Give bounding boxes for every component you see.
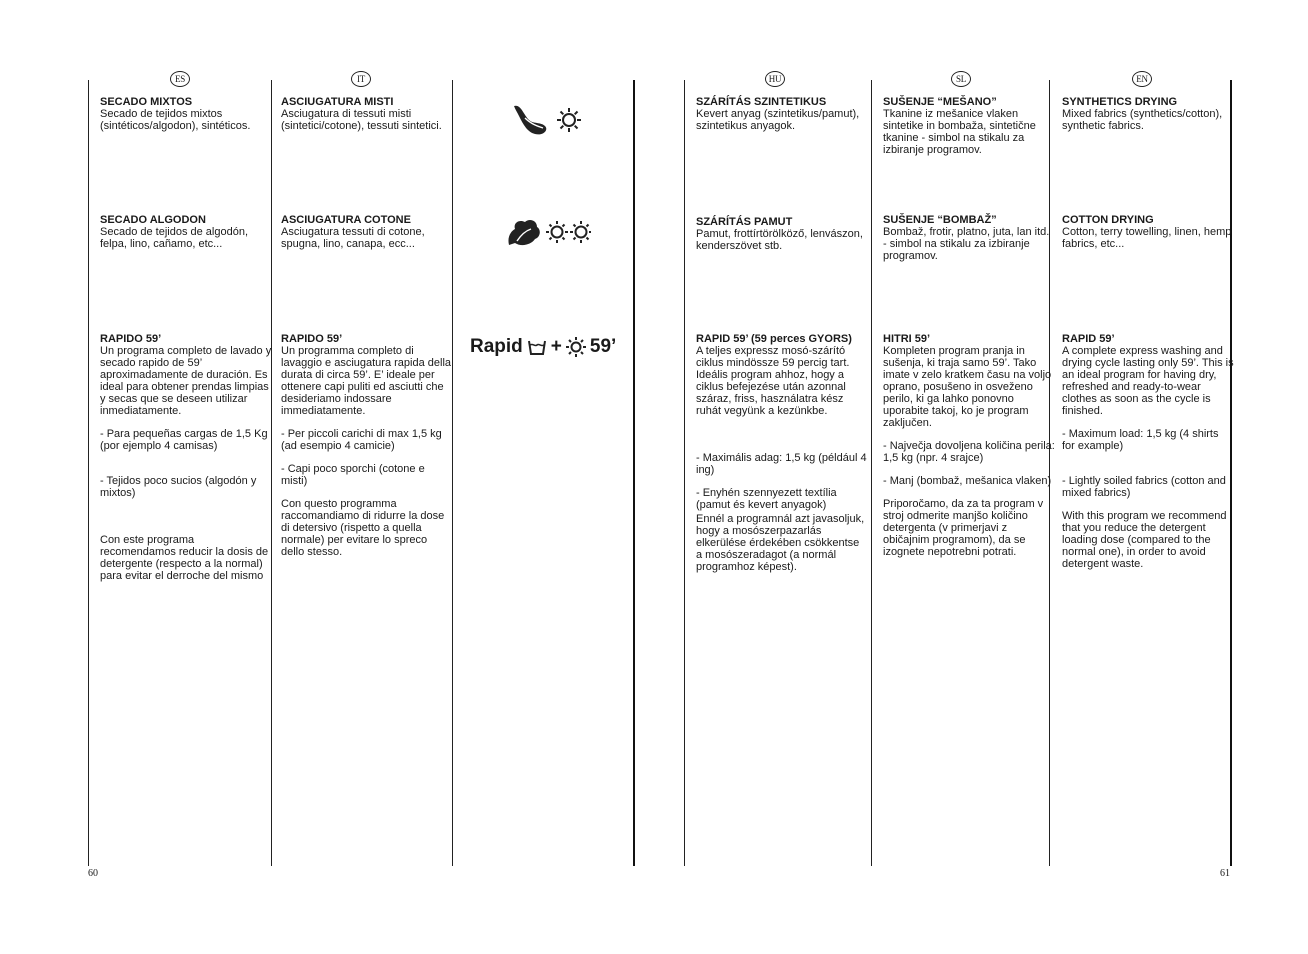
wash-tub-icon [527,338,547,356]
section-title: ASCIUGATURA MISTI [281,96,394,108]
section-rapid-59 [281,333,453,569]
section-title: SECADO MIXTOS [100,96,193,108]
section-text: - Maximum load: 1,5 kg (4 shirts for example) [1062,428,1219,452]
sun-dry-icon [566,337,586,357]
section-text: - Per piccoli carichi di max 1,5 kg (ad esempio 4 camicie) [281,428,442,452]
section-mixed-drying [1062,96,1234,143]
section-text: Tkanine iz mešanice vlaken sintetike in bombaža, sintetične tkanine - simbol na stikalu za izbiranje programov. [883,108,1036,156]
section-text: Mixed fabrics (synthetics/cotton), synthetic fabrics. [1062,108,1223,132]
section-mixed-drying [696,96,868,143]
column-rule [88,80,89,866]
section-cotton-drying [281,214,453,261]
section-text: Kevert anyag (szintetikus/pamut), szintetikus anyagok. [696,108,860,132]
section-text: - Tejidos poco sucios (algodón y mixtos) [100,475,257,499]
section-rapid-59 [100,333,272,593]
column-rule [871,80,872,866]
section-text: Un programma completo di lavaggio e asciugatura rapida della durata di circa 59’. E’ ideale per ottenere capi puliti ed asciutti che desideriamo indossare immediatamente. [281,345,452,417]
section-text: - Največja dovoljena količina perila: 1,5 kg (npr. 4 srajce) [883,440,1055,464]
section-text: With this program we recommend that you reduce the detergent loading dose (compared to the normal one), in order to avoid detergent waste. [1062,510,1227,570]
section-text: - Enyhén szennyezett textília (pamut és kevert anyagok) [696,487,837,511]
section-text: Con questo programma raccomandiamo di ridurre la dose di detersivo (rispetto a quella normale) per evitare lo spreco dello stesso. [281,498,445,558]
section-text: Ennél a programnál azt javasoljuk, hogy a mosószerpazarlás elkerülése érdekében csökkentse a mosószeradagot (a normál programhoz képest). [696,513,865,573]
section-text: Bombaž, frotir, platno, juta, lan itd. - simbol na stikalu za izbiranje programov. [883,226,1050,262]
section-text: Secado de tejidos mixtos (sintéticos/algodon), sintéticos. [100,108,251,132]
section-text: Cotton, terry towelling, linen, hemp fabrics, etc... [1062,226,1232,250]
section-text: Pamut, frottírtörölköző, lenvászon, kenderszövet stb. [696,228,863,252]
rapid-59-symbol [470,336,616,358]
cotton-dry-symbol [505,215,591,254]
section-title: SUŠENJE “BOMBAŽ” [883,214,997,226]
section-title: SZÁRÍTÁS PAMUT [696,216,793,228]
leaf-dry-icon [511,102,583,138]
section-text: A complete express washing and drying cycle lasting only 59’. This is an ideal program for having dry, refreshed and ready-to-wear clothes as soon as the cycle is finished. [1062,345,1234,417]
section-cotton-drying [696,216,868,263]
lang-badge-sl: SL [951,71,971,87]
section-mixed-drying [883,96,1055,167]
rapid-label: Rapid [470,336,523,357]
section-title: RAPID 59’ (59 perces GYORS) [696,333,852,345]
section-title: RAPIDO 59’ [281,333,343,345]
section-cotton-drying [100,214,272,261]
section-title: SECADO ALGODON [100,214,206,226]
section-text: Con este programa recomendamos reducir la dosis de detergente (respecto a la normal) para evitar el derroche del mismo [100,534,269,582]
synthetics-dry-symbol [511,102,583,143]
section-text: - Maximális adag: 1,5 kg (például 4 ing) [696,452,867,476]
column-rule [684,80,685,866]
lang-badge-it: IT [351,71,371,87]
section-text: Asciugatura di tessuti misti (sintetici/cotone), tessuti sintetici. [281,108,442,132]
section-text: Secado de tejidos de algodón, felpa, lino, cañamo, etc... [100,226,249,250]
section-mixed-drying [100,96,272,143]
page-number-left: 60 [88,868,98,879]
section-text: - Para pequeñas cargas de 1,5 Kg (por ejemplo 4 camisas) [100,428,268,452]
section-text: A teljes expressz mosó-szárító ciklus mindössze 59 percig tart. Ideális program ahhoz, hogy a ciklus befejezése után azonnal száraz, friss, használatra kész ruhát vegyünk a kezünkbe. [696,345,850,417]
section-title: ASCIUGATURA COTONE [281,214,411,226]
section-title: SZÁRÍTÁS SZINTETIKUS [696,96,827,108]
rapid-plus: + [550,336,562,357]
section-title: HITRI 59’ [883,333,931,345]
section-cotton-drying [1062,214,1234,261]
section-text: Priporočamo, da za ta program v stroj odmerite manjšo količino detergenta (v primerjavi z običajnim programom), da se izognete nepotrebni potrati. [883,498,1044,558]
lang-badge-es: ES [170,71,190,87]
section-text: Kompleten program pranja in sušenja, ki traja samo 59’. Tako imate v zelo kratkem času na voljo oprano, posušeno in osveženo perilo, ki ga lahko ponovno uporabite takoj, ko je program zaključen. [883,345,1052,429]
cotton-dry-icon [505,215,591,249]
section-text: - Manj (bombaž, mešanica vlaken) [883,475,1052,487]
section-title: SUŠENJE “MEŠANO” [883,96,997,108]
section-rapid-59 [696,333,868,584]
section-cotton-drying [883,214,1055,273]
section-text: - Capi poco sporchi (cotone e misti) [281,463,425,487]
page-spine-rule [633,80,635,866]
section-text: Un programa completo de lavado y secado rapido de 59’ aproximadamente de duración. Es ideal para obtener prendas limpias y secas que se deseen utilizar inmediatamente. [100,345,272,417]
rapid-time: 59’ [589,336,617,357]
section-title: COTTON DRYING [1062,214,1154,226]
section-title: RAPIDO 59’ [100,333,162,345]
section-title: RAPID 59’ [1062,333,1115,345]
section-title: SYNTHETICS DRYING [1062,96,1178,108]
section-rapid-59 [1062,333,1234,581]
section-mixed-drying [281,96,453,143]
section-rapid-59 [883,333,1055,569]
lang-badge-en: EN [1132,71,1152,87]
section-text: - Lightly soiled fabrics (cotton and mixed fabrics) [1062,475,1226,499]
section-text: Asciugatura tessuti di cotone, spugna, lino, canapa, ecc... [281,226,425,250]
page-number-right: 61 [1220,868,1230,879]
lang-badge-hu: HU [765,71,785,87]
